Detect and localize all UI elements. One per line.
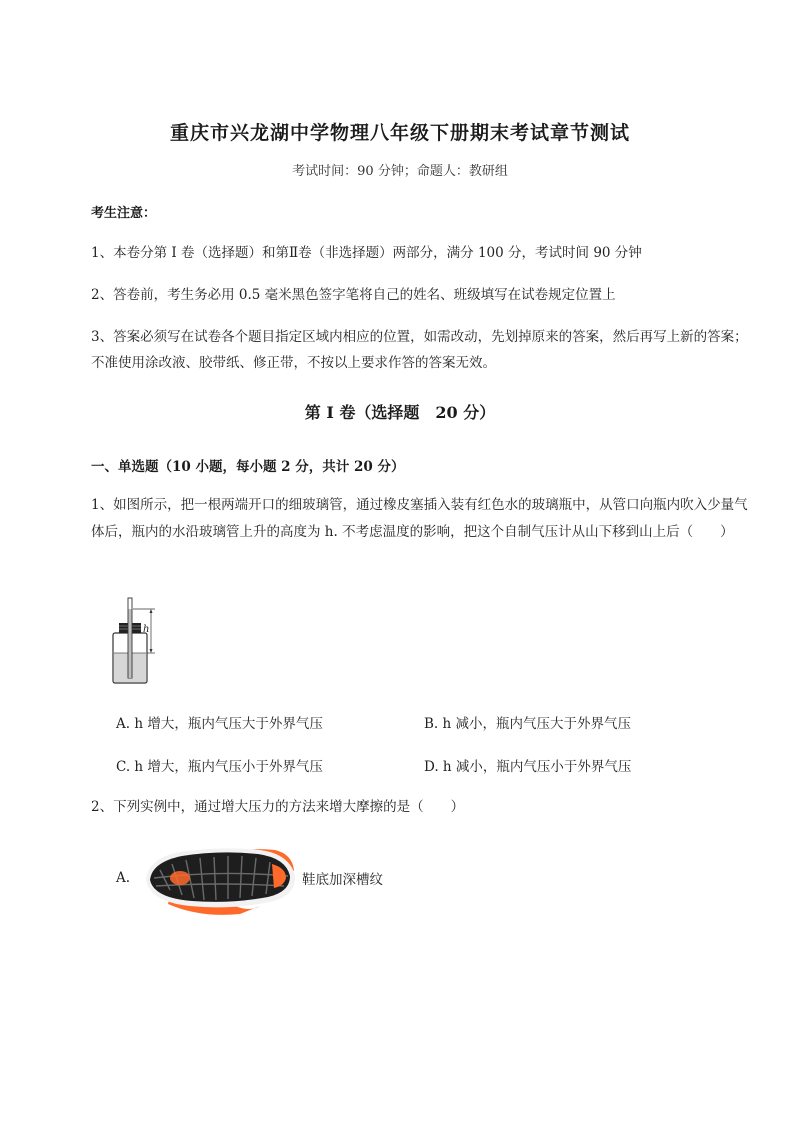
question-2-option-a-label[interactable]: A. bbox=[116, 870, 131, 886]
section-title: 第 I 卷（选择题 20 分） bbox=[304, 403, 496, 422]
barometer-bottle-figure bbox=[105, 595, 165, 690]
notice-item-1: 1、本卷分第 I 卷（选择题）和第Ⅱ卷（非选择题）两部分，满分 100 分，考试时间 90 分钟 bbox=[91, 245, 642, 261]
part-heading: 一、单选题（10 小题，每小题 2 分，共计 20 分） bbox=[91, 459, 405, 475]
question-1-stem: 1、如图所示，把一根两端开口的细玻璃管，通过橡皮塞插入装有红色水的玻璃瓶中，从管口向瓶内吹入少量气体后，瓶内的水沿玻璃管上升的高度为 h. 不考虑温度的影响，把这个自制气压计从山下移到山上后（ ） bbox=[91, 497, 748, 540]
question-2-option-a-caption: 鞋底加深槽纹 bbox=[302, 872, 383, 888]
page-title: 重庆市兴龙湖中学物理八年级下册期末考试章节测试 bbox=[169, 122, 630, 144]
page-subtitle: 考试时间：90 分钟；命题人：教研组 bbox=[292, 164, 508, 179]
notice-item-2: 2、答卷前，考生务必用 0.5 毫米黑色签字笔将自己的姓名、班级填写在试卷规定位置上 bbox=[91, 287, 616, 303]
question-1-option-d[interactable]: D. h 减小，瓶内气压小于外界气压 bbox=[424, 759, 632, 775]
notice-heading: 考生注意： bbox=[91, 206, 157, 221]
notice-item-3: 3、答案必须写在试卷各个题目指定区域内相应的位置，如需改动，先划掉原来的答案，然后再写上新的答案；不准使用涂改液、胶带纸、修正带，不按以上要求作答的答案无效。 bbox=[91, 329, 748, 371]
question-2-stem: 2、下列实例中，通过增大压力的方法来增大摩擦的是（ ） bbox=[91, 799, 465, 815]
question-1-option-b[interactable]: B. h 减小，瓶内气压大于外界气压 bbox=[424, 716, 631, 732]
question-1-option-a[interactable]: A. h 增大，瓶内气压大于外界气压 bbox=[116, 716, 323, 732]
shoe-sole-image bbox=[140, 840, 298, 918]
question-1-option-c[interactable]: C. h 增大，瓶内气压小于外界气压 bbox=[116, 759, 323, 775]
figure-h-label: h bbox=[143, 624, 150, 635]
